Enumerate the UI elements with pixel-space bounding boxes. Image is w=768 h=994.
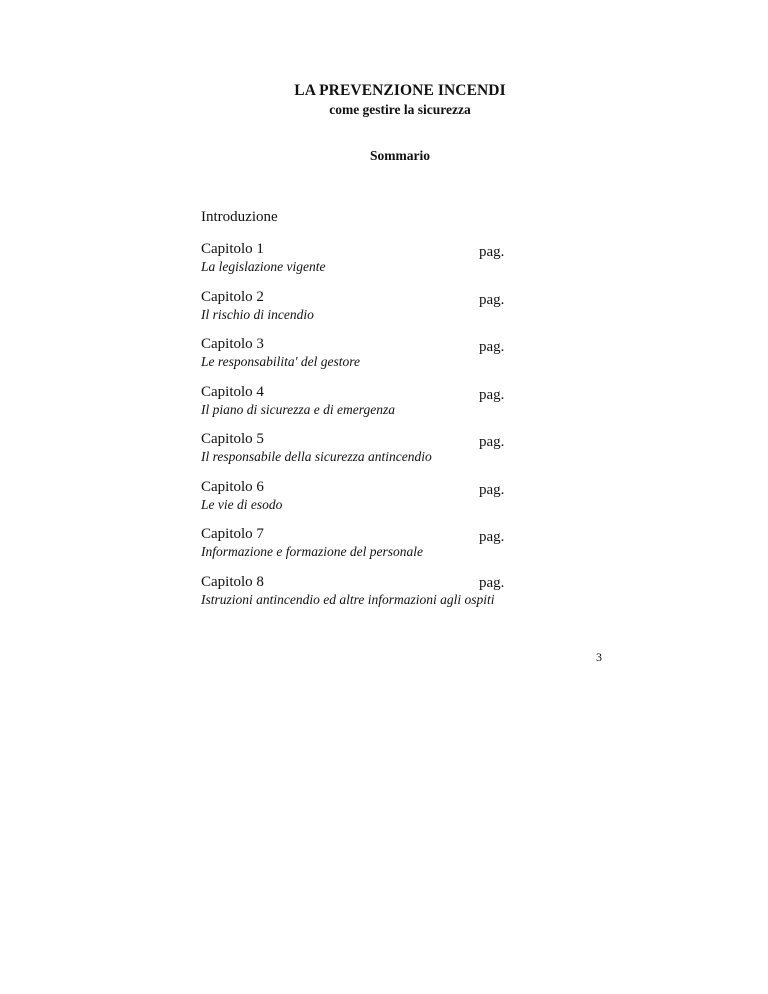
chapter-title: La legislazione vigente xyxy=(201,259,326,274)
chapter-title: Informazione e formazione del personale xyxy=(201,544,423,559)
page-reference: pag. xyxy=(479,291,505,308)
chapter-title: Le vie di esodo xyxy=(201,496,283,512)
page-reference: pag. xyxy=(479,386,505,403)
toc-entry-6 xyxy=(201,479,521,527)
page-number: 3 xyxy=(596,650,602,664)
toc-entry-8 xyxy=(201,574,521,622)
toc-entry-1 xyxy=(201,241,521,289)
page-reference: pag. xyxy=(479,244,505,260)
page-reference: pag. xyxy=(479,481,505,498)
chapter-label: Capitolo 8 xyxy=(201,573,264,590)
chapter-title: Il piano di sicurezza e di emergenza xyxy=(201,401,395,417)
page-reference: pag. xyxy=(479,434,505,450)
chapter-title: Istruzioni antincendio ed altre informazioni agli ospiti xyxy=(201,591,495,607)
chapter-label: Capitolo 3 xyxy=(201,336,264,352)
document-subtitle: come gestire la sicurezza xyxy=(329,102,471,117)
chapter-title: Il rischio di incendio xyxy=(201,306,314,322)
toc-entry-4 xyxy=(201,384,521,432)
toc-entry-3 xyxy=(201,336,521,384)
toc-entry-5 xyxy=(201,431,521,479)
summary-heading: Sommario xyxy=(370,148,430,163)
chapter-label: Capitolo 2 xyxy=(201,288,264,305)
page-reference: pag. xyxy=(479,574,505,591)
page-reference: pag. xyxy=(479,339,505,355)
chapter-title: Le responsabilita' del gestore xyxy=(201,354,361,369)
toc-entry-7 xyxy=(201,526,521,574)
toc-introduction: Introduzione xyxy=(201,209,278,225)
chapter-title: Il responsabile della sicurezza antincendio xyxy=(201,449,432,464)
page-reference: pag. xyxy=(479,529,505,545)
chapter-label: Capitolo 1 xyxy=(201,241,264,257)
toc-entry-2 xyxy=(201,289,521,337)
chapter-label: Capitolo 5 xyxy=(201,431,264,447)
chapter-label: Capitolo 6 xyxy=(201,478,264,495)
document-title: LA PREVENZIONE INCENDI xyxy=(294,82,506,99)
table-of-contents xyxy=(201,241,521,621)
chapter-label: Capitolo 7 xyxy=(201,526,264,542)
chapter-label: Capitolo 4 xyxy=(201,383,264,400)
